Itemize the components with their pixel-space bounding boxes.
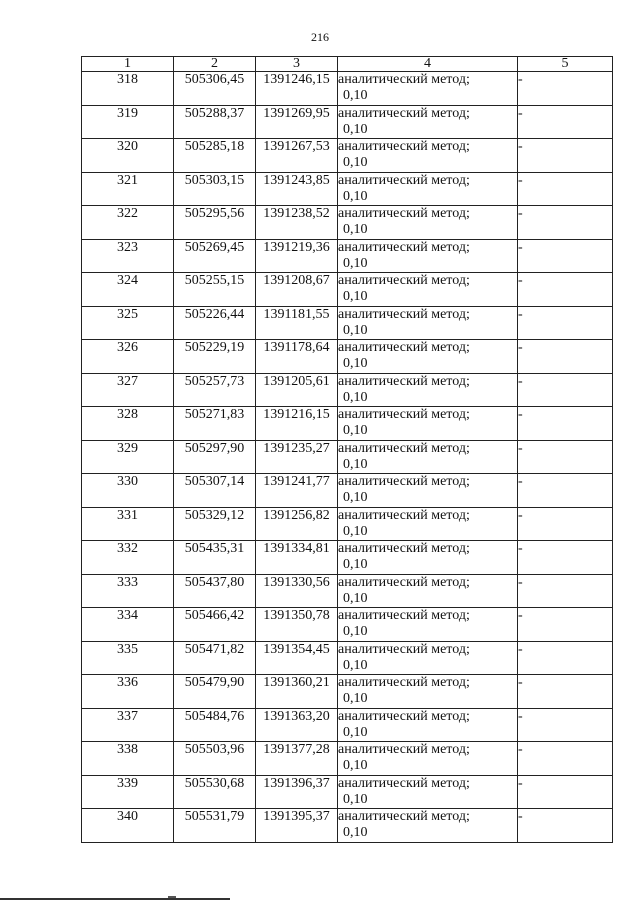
method-text: аналитический метод; (338, 541, 470, 556)
y-coordinate-cell: 1391354,45 (256, 641, 338, 675)
y-coordinate-cell: 1391267,53 (256, 139, 338, 173)
col5-cell: - (518, 574, 613, 608)
accuracy-text: 0,10 (343, 155, 368, 170)
method-cell (338, 641, 518, 675)
accuracy-text: 0,10 (343, 624, 368, 639)
method-text: аналитический метод; (338, 775, 470, 791)
method-cell (338, 507, 518, 541)
accuracy-text: 0,10 (343, 289, 368, 304)
y-coordinate-cell: 1391243,85 (256, 172, 338, 206)
accuracy-text: 0,10 (343, 255, 368, 271)
x-coordinate-cell: 505329,12 (174, 507, 256, 541)
x-coordinate-cell: 505471,82 (174, 641, 256, 675)
y-coordinate-cell: 1391219,36 (256, 239, 338, 273)
point-number-cell: 318 (82, 72, 174, 106)
col5-cell: - (518, 809, 613, 843)
method-cell (338, 675, 518, 709)
page-number: 216 (311, 30, 329, 44)
method-cell (338, 273, 518, 307)
method-cell (338, 708, 518, 742)
method-cell (338, 608, 518, 642)
point-number-cell: 336 (82, 675, 174, 709)
col5-cell: - (518, 775, 613, 809)
table-row (82, 440, 613, 474)
method-text: аналитический метод; (338, 474, 470, 489)
footer-rule (0, 898, 230, 900)
method-cell (338, 139, 518, 173)
x-coordinate-cell: 505531,79 (174, 809, 256, 843)
coordinates-table (81, 56, 613, 843)
table-row (82, 574, 613, 608)
method-text: аналитический метод; (338, 407, 470, 422)
x-coordinate-cell: 505257,73 (174, 373, 256, 407)
accuracy-text: 0,10 (343, 188, 368, 204)
point-number-cell: 335 (82, 641, 174, 675)
table-row (82, 742, 613, 776)
accuracy-text: 0,10 (343, 557, 368, 572)
table-row (82, 775, 613, 809)
point-number-cell: 333 (82, 574, 174, 608)
col5-cell: - (518, 641, 613, 675)
method-cell (338, 775, 518, 809)
header-col-5: 5 (518, 57, 613, 72)
accuracy-text: 0,10 (343, 456, 368, 472)
col5-cell: - (518, 172, 613, 206)
accuracy-text: 0,10 (343, 791, 368, 807)
y-coordinate-cell: 1391350,78 (256, 608, 338, 642)
x-coordinate-cell: 505503,96 (174, 742, 256, 776)
point-number-cell: 327 (82, 373, 174, 407)
method-text: аналитический метод; (338, 273, 470, 288)
method-cell (338, 809, 518, 843)
x-coordinate-cell: 505229,19 (174, 340, 256, 374)
y-coordinate-cell: 1391330,56 (256, 574, 338, 608)
method-text: аналитический метод; (338, 440, 470, 456)
col5-cell: - (518, 273, 613, 307)
accuracy-text: 0,10 (343, 691, 368, 706)
table-row (82, 239, 613, 273)
y-coordinate-cell: 1391241,77 (256, 474, 338, 508)
table-row (82, 273, 613, 307)
method-cell (338, 306, 518, 340)
table-row (82, 340, 613, 374)
point-number-cell: 332 (82, 541, 174, 575)
table-row (82, 809, 613, 843)
y-coordinate-cell: 1391269,95 (256, 105, 338, 139)
method-cell (338, 474, 518, 508)
table-row (82, 306, 613, 340)
x-coordinate-cell: 505435,31 (174, 541, 256, 575)
x-coordinate-cell: 505466,42 (174, 608, 256, 642)
header-col-2: 2 (174, 57, 256, 72)
y-coordinate-cell: 1391235,27 (256, 440, 338, 474)
method-cell (338, 742, 518, 776)
y-coordinate-cell: 1391360,21 (256, 675, 338, 709)
x-coordinate-cell: 505226,44 (174, 306, 256, 340)
method-text: аналитический метод; (338, 742, 470, 757)
table-row (82, 373, 613, 407)
y-coordinate-cell: 1391363,20 (256, 708, 338, 742)
col5-cell: - (518, 206, 613, 240)
col5-cell: - (518, 608, 613, 642)
x-coordinate-cell: 505306,45 (174, 72, 256, 106)
point-number-cell: 328 (82, 407, 174, 441)
col5-cell: - (518, 507, 613, 541)
method-cell (338, 407, 518, 441)
header-col-3: 3 (256, 57, 338, 72)
y-coordinate-cell: 1391181,55 (256, 306, 338, 340)
method-text: аналитический метод; (338, 608, 470, 623)
method-cell (338, 440, 518, 474)
x-coordinate-cell: 505484,76 (174, 708, 256, 742)
x-coordinate-cell: 505307,14 (174, 474, 256, 508)
y-coordinate-cell: 1391205,61 (256, 373, 338, 407)
y-coordinate-cell: 1391377,28 (256, 742, 338, 776)
method-cell (338, 206, 518, 240)
accuracy-text: 0,10 (343, 356, 368, 371)
x-coordinate-cell: 505269,45 (174, 239, 256, 273)
point-number-cell: 330 (82, 474, 174, 508)
method-cell (338, 373, 518, 407)
table-row (82, 641, 613, 675)
y-coordinate-cell: 1391395,37 (256, 809, 338, 843)
method-text: аналитический метод; (338, 72, 470, 87)
x-coordinate-cell: 505479,90 (174, 675, 256, 709)
method-text: аналитический метод; (338, 708, 470, 724)
method-text: аналитический метод; (338, 809, 470, 824)
point-number-cell: 323 (82, 239, 174, 273)
method-text: аналитический метод; (338, 675, 470, 690)
accuracy-text: 0,10 (343, 724, 368, 740)
x-coordinate-cell: 505303,15 (174, 172, 256, 206)
table-row (82, 407, 613, 441)
x-coordinate-cell: 505285,18 (174, 139, 256, 173)
method-text: аналитический метод; (338, 373, 470, 389)
x-coordinate-cell: 505271,83 (174, 407, 256, 441)
point-number-cell: 331 (82, 507, 174, 541)
col5-cell: - (518, 239, 613, 273)
method-cell (338, 541, 518, 575)
method-text: аналитический метод; (338, 172, 470, 188)
method-cell (338, 574, 518, 608)
point-number-cell: 340 (82, 809, 174, 843)
y-coordinate-cell: 1391334,81 (256, 541, 338, 575)
accuracy-text: 0,10 (343, 825, 368, 840)
accuracy-text: 0,10 (343, 490, 368, 505)
col5-cell: - (518, 742, 613, 776)
point-number-cell: 320 (82, 139, 174, 173)
table-row (82, 708, 613, 742)
accuracy-text: 0,10 (343, 389, 368, 405)
method-text: аналитический метод; (338, 139, 470, 154)
col5-cell: - (518, 708, 613, 742)
method-cell (338, 239, 518, 273)
table-row (82, 105, 613, 139)
header-col-1: 1 (82, 57, 174, 72)
method-cell (338, 340, 518, 374)
footer-mark (168, 896, 176, 902)
accuracy-text: 0,10 (343, 88, 368, 103)
point-number-cell: 337 (82, 708, 174, 742)
accuracy-text: 0,10 (343, 523, 368, 539)
point-number-cell: 338 (82, 742, 174, 776)
point-number-cell: 339 (82, 775, 174, 809)
method-text: аналитический метод; (338, 507, 470, 523)
accuracy-text: 0,10 (343, 758, 368, 773)
method-cell (338, 72, 518, 106)
col5-cell: - (518, 105, 613, 139)
table-row (82, 541, 613, 575)
accuracy-text: 0,10 (343, 222, 368, 237)
y-coordinate-cell: 1391178,64 (256, 340, 338, 374)
col5-cell: - (518, 139, 613, 173)
table-row (82, 72, 613, 106)
col5-cell: - (518, 373, 613, 407)
table-row (82, 675, 613, 709)
table-row (82, 139, 613, 173)
point-number-cell: 334 (82, 608, 174, 642)
method-text: аналитический метод; (338, 306, 470, 322)
point-number-cell: 324 (82, 273, 174, 307)
point-number-cell: 326 (82, 340, 174, 374)
col5-cell: - (518, 72, 613, 106)
table-row (82, 474, 613, 508)
header-col-4: 4 (338, 57, 518, 72)
point-number-cell: 329 (82, 440, 174, 474)
col5-cell: - (518, 675, 613, 709)
col5-cell: - (518, 306, 613, 340)
x-coordinate-cell: 505530,68 (174, 775, 256, 809)
method-text: аналитический метод; (338, 206, 470, 221)
table-row (82, 172, 613, 206)
accuracy-text: 0,10 (343, 423, 368, 438)
method-text: аналитический метод; (338, 340, 470, 355)
col5-cell: - (518, 340, 613, 374)
table-row (82, 206, 613, 240)
x-coordinate-cell: 505255,15 (174, 273, 256, 307)
y-coordinate-cell: 1391238,52 (256, 206, 338, 240)
table-header-row (82, 57, 613, 72)
x-coordinate-cell: 505437,80 (174, 574, 256, 608)
accuracy-text: 0,10 (343, 121, 368, 137)
table-row (82, 608, 613, 642)
col5-cell: - (518, 440, 613, 474)
y-coordinate-cell: 1391256,82 (256, 507, 338, 541)
point-number-cell: 319 (82, 105, 174, 139)
method-cell (338, 172, 518, 206)
y-coordinate-cell: 1391208,67 (256, 273, 338, 307)
accuracy-text: 0,10 (343, 590, 368, 606)
x-coordinate-cell: 505295,56 (174, 206, 256, 240)
method-text: аналитический метод; (338, 239, 470, 255)
method-cell (338, 105, 518, 139)
col5-cell: - (518, 407, 613, 441)
point-number-cell: 322 (82, 206, 174, 240)
accuracy-text: 0,10 (343, 657, 368, 673)
col5-cell: - (518, 474, 613, 508)
method-text: аналитический метод; (338, 574, 470, 590)
y-coordinate-cell: 1391396,37 (256, 775, 338, 809)
point-number-cell: 321 (82, 172, 174, 206)
method-text: аналитический метод; (338, 105, 470, 121)
y-coordinate-cell: 1391246,15 (256, 72, 338, 106)
x-coordinate-cell: 505288,37 (174, 105, 256, 139)
y-coordinate-cell: 1391216,15 (256, 407, 338, 441)
col5-cell: - (518, 541, 613, 575)
accuracy-text: 0,10 (343, 322, 368, 338)
method-text: аналитический метод; (338, 641, 470, 657)
table-row (82, 507, 613, 541)
x-coordinate-cell: 505297,90 (174, 440, 256, 474)
point-number-cell: 325 (82, 306, 174, 340)
